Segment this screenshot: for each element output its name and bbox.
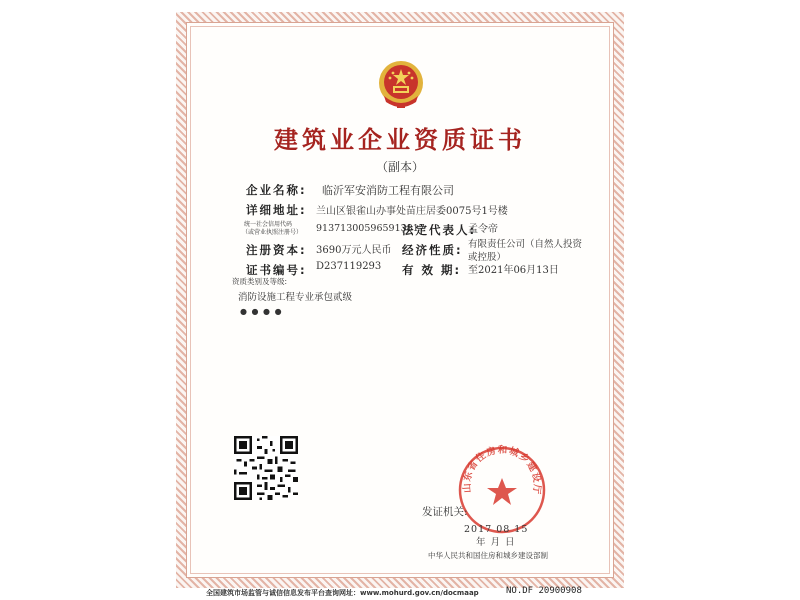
qualification-value: 消防设施工程专业承包贰级 <box>238 292 353 303</box>
certificate-subtitle: （副本） <box>375 160 424 174</box>
validity-value: 至2021年06月13日 <box>468 265 559 276</box>
capital-label: 注册资本: <box>246 243 307 257</box>
credit-code-label-1: 统一社会信用代码 <box>244 221 293 228</box>
address-label: 详细地址: <box>246 203 307 217</box>
address-value: 兰山区银雀山办事处苗庄居委0075号1号楼 <box>316 206 508 217</box>
issue-date-numbers: 2017 08 15 <box>464 524 529 535</box>
seal-text: 山东省住房和城乡建设厅 <box>461 444 543 496</box>
validity-label: 有 效 期: <box>402 263 462 277</box>
official-seal-icon <box>456 444 548 536</box>
certificate <box>176 12 624 597</box>
econ-nature-value-2: 或控股） <box>468 252 507 263</box>
legal-rep-value: 孟令帝 <box>468 224 498 235</box>
capital-value: 3690万元人民币 <box>316 245 392 256</box>
legal-rep-label: 法定代表人: <box>402 223 477 237</box>
qr-code-icon <box>234 436 298 500</box>
cert-no-value: D237119293 <box>316 261 382 272</box>
cert-no-label: 证书编号: <box>246 263 307 277</box>
query-url-text: 全国建筑市场监管与诚信信息发布平台查询网址：www.mohurd.gov.cn/docmaap <box>206 589 479 597</box>
issuer-label: 发证机关: <box>422 506 468 518</box>
company-name-label: 企业名称: <box>246 183 307 197</box>
econ-nature-label: 经济性质: <box>402 243 463 257</box>
credit-code-label-2: （或营业执照注册号） <box>242 229 303 236</box>
bullet-dots: ● ● ● ● <box>240 307 283 316</box>
qualification-label: 资质类别及等级: <box>232 277 288 286</box>
company-name-value: 临沂军安消防工程有限公司 <box>322 184 454 197</box>
certificate-title: 建筑业企业资质证书 <box>274 126 526 154</box>
ministry-text: 中华人民共和国住房和城乡建设部制 <box>428 551 548 560</box>
serial-number: NO.DF 20900908 <box>506 586 582 596</box>
national-emblem-icon <box>376 56 426 111</box>
credit-code-value: 913713005965913817 <box>316 223 425 234</box>
issue-date-chars: 年 月 日 <box>476 537 516 548</box>
econ-nature-value-1: 有限责任公司（自然人投资 <box>468 239 583 250</box>
